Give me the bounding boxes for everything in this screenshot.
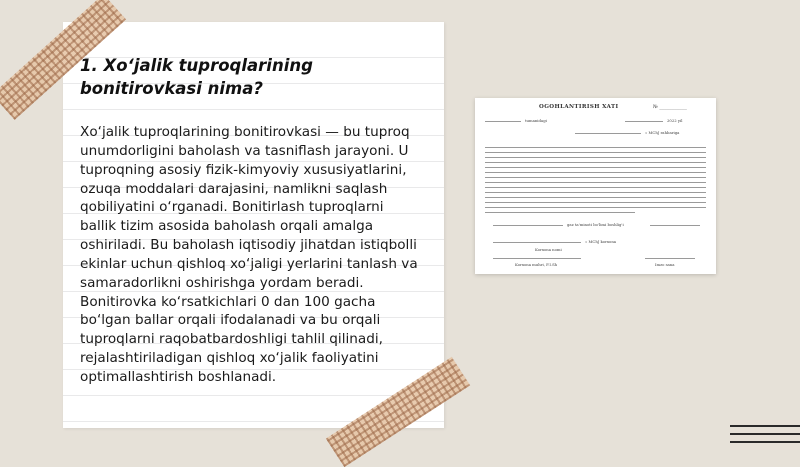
document-image [475,98,716,274]
doc-text-line [485,202,706,203]
document-number: № ___________ [653,104,687,110]
doc-line [485,121,521,122]
doc-sign-note: Korxona nomi [535,247,562,252]
doc-text-line [485,212,635,213]
doc-text-line [485,152,706,153]
doc-line [575,133,641,134]
doc-text-line [485,162,706,163]
doc-line [645,258,695,259]
doc-text-line [485,197,706,198]
page-title: 1. Xo‘jalik tuproqlarining bonitirovkasi nima? [80,56,313,98]
body-paragraph: Xo‘jalik tuproqlarining bonitirovkasi — bu tuproq unumdorligini baholash va tasniflash jarayoni. U tuproqning asosiy fizik-kimyoviy xususiyatlarini, ozuqa moddalari darajasini, namlikni saqlash qobiliyatini o‘rganadi. Bonitirlash tuproqlarni ballik tizim asosida baholash orqali amalga oshiriladi. Bu baholash iqtisodiy jihatdan istiqbolli ekinlar uchun qishloq xo‘jaligi yerlarini tanlash va samaradorlikni oshirishga yordam beradi. Bonitirovka ko‘rsatkichlari 0 dan 100 gacha bo‘lgan ballar orqali ifodalanadi va bu orqali tuproqlarni raqobatbardoshligi tahlil qilinadi, rejalashtiriladigan qishloq xo‘jalik faoliyatini optimallashtirish boshlanadi. [80,124,418,385]
doc-text-line [485,172,706,173]
doc-date-right: Imzo sana [655,262,675,267]
decorative-line [730,433,800,435]
doc-recipient: « MChJ rahbariga [645,130,680,135]
doc-sign-label: « MChJ korxona [585,239,617,244]
doc-footer-row: gaz ta'minoti bo'limi boshlig'i [567,222,624,227]
decorative-line [730,441,800,443]
doc-text-line [485,167,706,168]
decorative-line [730,425,800,427]
document-title: OGOHLANTIRISH XATI [539,104,619,110]
doc-text-line [485,187,706,188]
doc-text-line [485,207,706,208]
doc-line [493,225,563,226]
doc-text-line [485,192,706,193]
doc-text-line [485,157,706,158]
doc-line [493,258,581,259]
doc-text-line [485,182,706,183]
doc-text-line [485,147,706,148]
doc-line [650,225,700,226]
doc-date-note: Korxona muhri, F.I.Sh [515,262,558,267]
decorative-lines [730,425,800,449]
doc-year: 2022 yil [667,118,683,123]
doc-line [625,121,663,122]
doc-text-line [485,177,706,178]
doc-line [493,242,581,243]
doc-org-label: tumanidagi [525,118,547,123]
